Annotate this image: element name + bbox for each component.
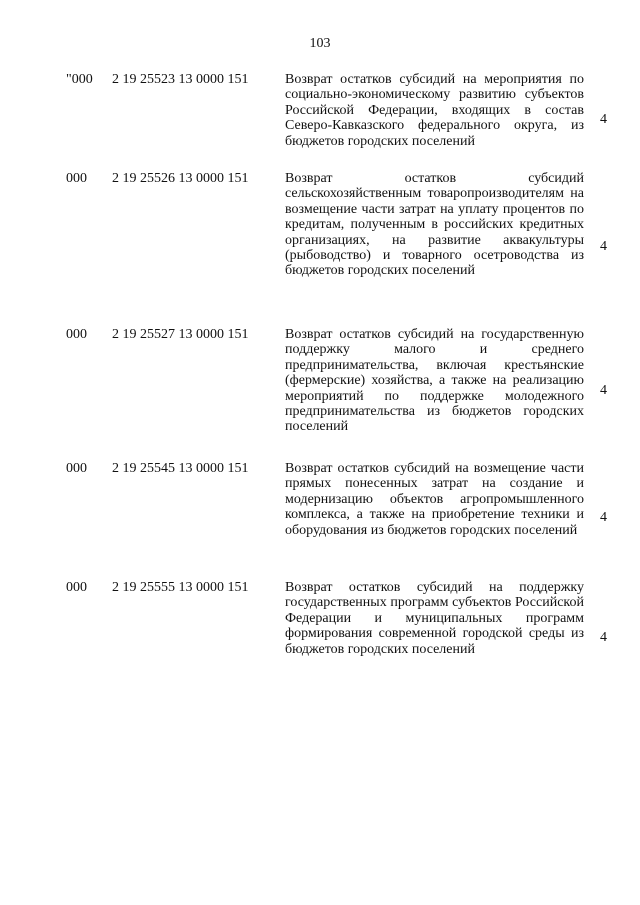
row-value: 4 [600,239,607,254]
admin-code: 000 [66,171,87,186]
row-value: 4 [600,510,607,525]
admin-code: 000 [66,461,87,476]
row-description: Возврат остатков субсидий на поддержку государственных программ субъектов Российской Федерации и муниципальных программ формирования современной городской среды из бюджетов городских поселений [285,580,584,657]
budget-classification-code: 2 19 25526 13 0000 151 [112,171,249,186]
page-number: 103 [309,36,331,51]
row-description: Возврат остатков субсидий на возмещение части прямых понесенных затрат на создание и модернизацию объектов агропромышленного комплекса, а также на приобретение техники и оборудования из бюджетов городских поселений [285,461,584,538]
row-description: Возврат остатков субсидий на мероприятия по социально-экономическому развитию субъектов Российской Федерации, входящих в состав Северо-Кавказского федерального округа, из бюджетов городских поселений [285,72,584,149]
budget-classification-code: 2 19 25555 13 0000 151 [112,580,249,595]
admin-code: 000 [66,580,87,595]
row-description: Возврат остатков субсидий сельскохозяйственным товаропроизводителям на возмещение части затрат на уплату процентов по кредитам, полученным в российских кредитных организациях, на развитие аквакультуры (рыбоводство) и товарного осетроводства из бюджетов городских поселений [285,171,584,279]
admin-code: 000 [66,327,87,342]
budget-classification-code: 2 19 25545 13 0000 151 [112,461,249,476]
admin-code: "000 [66,72,93,87]
row-value: 4 [600,112,607,127]
row-description: Возврат остатков субсидий на государственную поддержку малого и среднего предпринимательства, включая крестьянские (фермерские) хозяйства, а также на реализацию мероприятий по поддержке молодежного предпринимательства из бюджетов городских поселений [285,327,584,435]
row-value: 4 [600,383,607,398]
row-value: 4 [600,630,607,645]
budget-classification-code: 2 19 25523 13 0000 151 [112,72,249,87]
budget-classification-code: 2 19 25527 13 0000 151 [112,327,249,342]
